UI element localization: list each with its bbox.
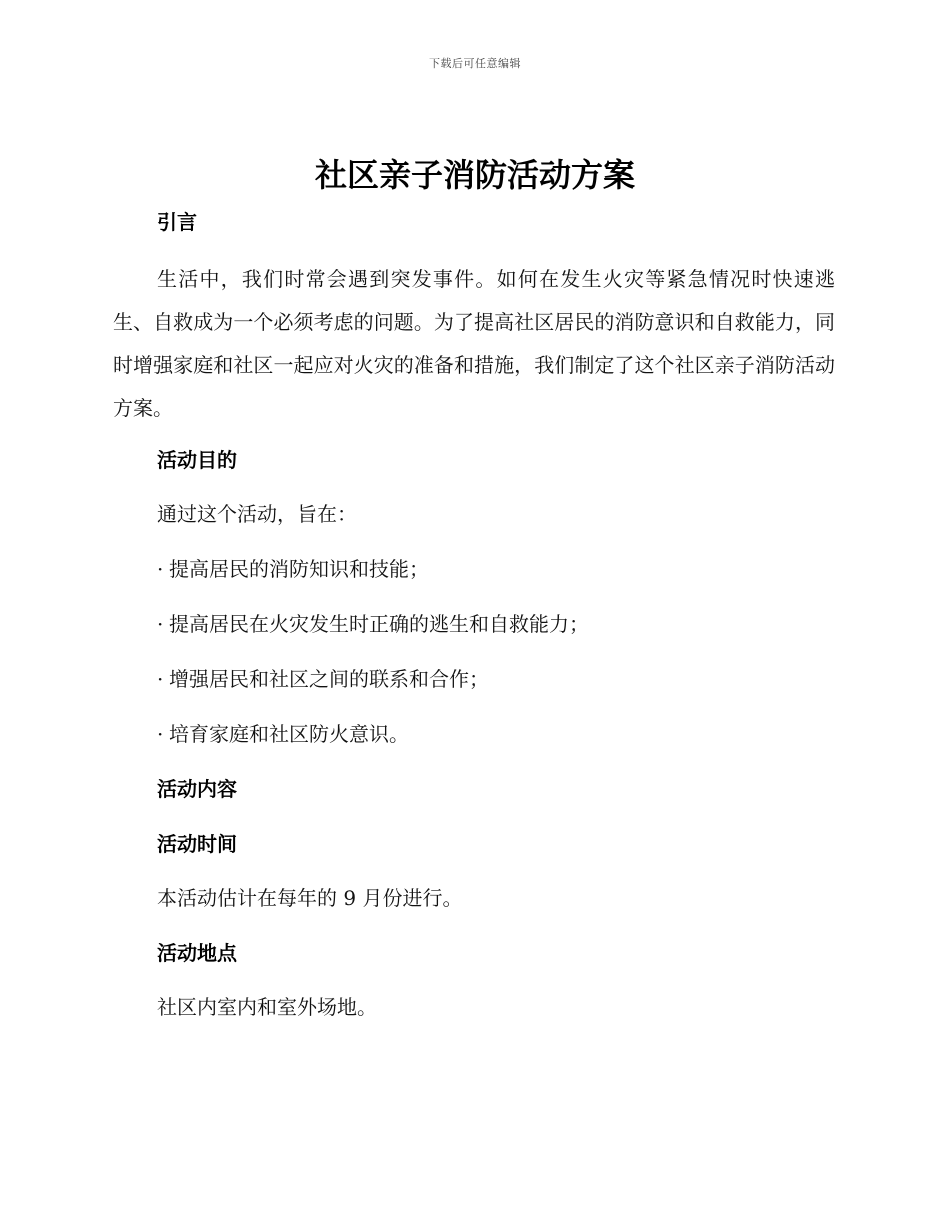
section-heading-intro: 引言 — [157, 210, 197, 234]
purpose-bullet — [157, 718, 409, 747]
header-note: 下载后可任意编辑 — [429, 57, 521, 70]
purpose-bullet-text: 培育家庭和社区防火意识。 — [169, 722, 409, 746]
location-text: 社区内室内和室外场地。 — [157, 995, 377, 1019]
bullet-dot-icon: · — [157, 667, 164, 691]
section-heading-location: 活动地点 — [157, 941, 237, 965]
purpose-lead: 通过这个活动，旨在： — [157, 502, 357, 526]
purpose-bullet-text: 增强居民和社区之间的联系和合作； — [169, 667, 489, 691]
bullet-dot-icon: · — [157, 722, 164, 746]
section-heading-purpose: 活动目的 — [157, 448, 237, 472]
purpose-bullet — [157, 608, 589, 637]
purpose-bullet — [157, 663, 489, 692]
section-heading-content: 活动内容 — [157, 777, 237, 801]
purpose-bullet-text: 提高居民在火灾发生时正确的逃生和自救能力； — [169, 612, 589, 636]
section-heading-time: 活动时间 — [157, 832, 237, 856]
purpose-bullet — [157, 553, 429, 582]
purpose-bullet-text: 提高居民的消防知识和技能； — [169, 557, 429, 581]
document-title: 社区亲子消防活动方案 — [314, 156, 635, 194]
bullet-dot-icon: · — [157, 557, 164, 581]
intro-paragraph: 生活中，我们时常会遇到突发事件。如何在发生火灾等紧急情况时快速逃生、自救成为一个必须考虑的问题。为了提高社区居民的消防意识和自救能力，同时增强家庭和社区一起应对火灾的准备和措施，我们制定了这个社区亲子消防活动方案。 — [113, 267, 835, 420]
bullet-dot-icon: · — [157, 612, 164, 636]
time-text: 本活动估计在每年的 9 月份进行。 — [157, 886, 463, 910]
